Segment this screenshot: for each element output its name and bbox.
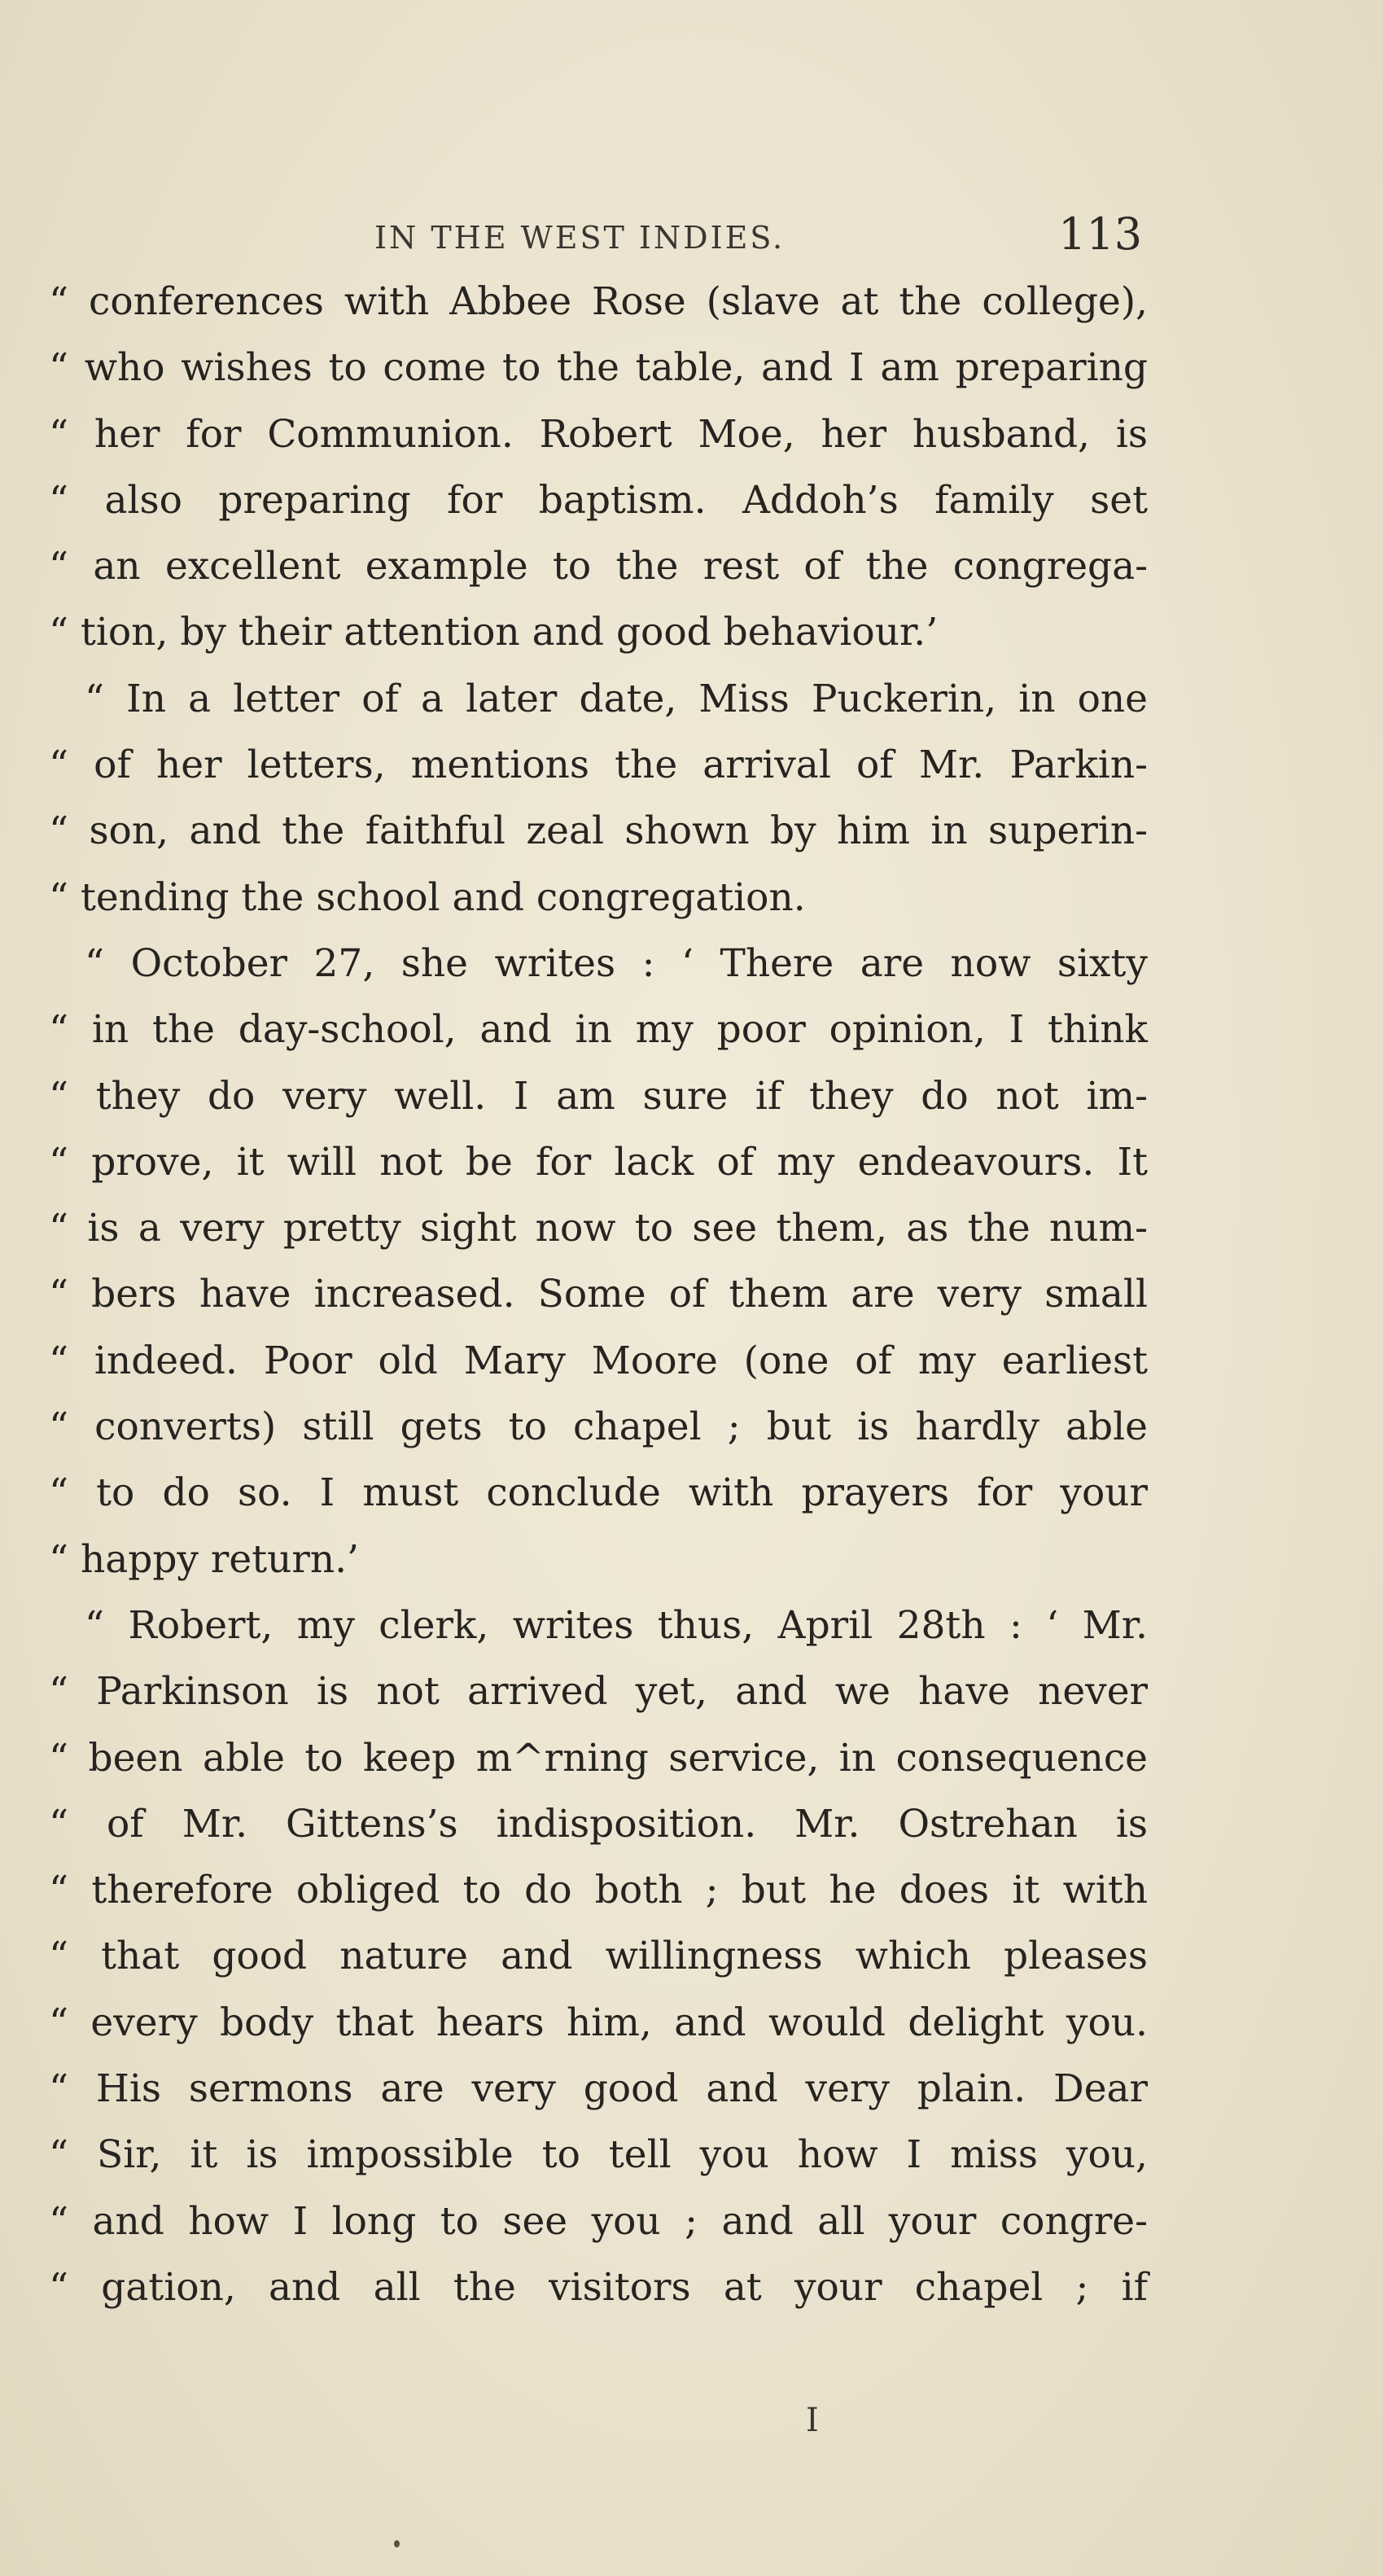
page-header: [0, 208, 1383, 265]
text-line: “ and how I long to see you ; and all your congre-: [49, 2198, 1148, 2244]
text-line: “ every body that hears him, and would delight you.: [49, 2000, 1148, 2045]
text-line: “ been able to keep m^rning service, in consequence: [49, 1735, 1148, 1781]
text-line: “ happy return.’: [49, 1536, 359, 1582]
text-line: “ therefore obliged to do both ; but he does it with: [49, 1868, 1148, 1913]
text-line: “ prove, it will not be for lack of my endeavours. It: [49, 1139, 1148, 1185]
text-line: “ In a letter of a later date, Miss Puckerin, in one: [85, 676, 1148, 721]
text-line: “ is a very pretty sight now to see them, as the num-: [49, 1206, 1148, 1251]
text-line: “ conferences with Abbee Rose (slave at the college),: [49, 279, 1148, 324]
text-line: “ of her letters, mentions the arrival of Mr. Parkin-: [49, 743, 1148, 788]
text-line: “ that good nature and willingness which pleases: [49, 1934, 1148, 1979]
text-line: “ who wishes to come to the table, and I am preparing: [49, 345, 1148, 391]
text-line: “ tending the school and congregation.: [49, 874, 806, 920]
text-line: “ indeed. Poor old Mary Moore (one of my earliest: [49, 1338, 1148, 1383]
running-head: IN THE WEST INDIES.: [374, 220, 786, 256]
text-line: “ an excellent example to the rest of the congrega-: [49, 544, 1148, 589]
text-line: “ to do so. I must conclude with prayers for your: [49, 1470, 1148, 1516]
text-line: “ His sermons are very good and very plain. Dear: [49, 2066, 1148, 2112]
text-line: “ her for Communion. Robert Moe, her husband, is: [49, 411, 1148, 457]
page-number: 113: [1058, 208, 1143, 260]
text-line: “ converts) still gets to chapel ; but is hardly able: [49, 1404, 1148, 1450]
text-line: “ bers have increased. Some of them are very small: [49, 1272, 1148, 1317]
text-line: “ Parkinson is not arrived yet, and we have never: [49, 1669, 1148, 1715]
text-line: “ also preparing for baptism. Addoh’s family set: [49, 477, 1148, 523]
signature-mark: I: [806, 2402, 819, 2439]
text-line: “ Sir, it is impossible to tell you how I miss you,: [49, 2132, 1148, 2178]
body-text: [49, 269, 1148, 2320]
text-line: “ gation, and all the visitors at your chapel ; if: [49, 2264, 1148, 2310]
text-line: “ they do very well. I am sure if they do not im-: [49, 1073, 1148, 1119]
paper-speck: [394, 2540, 400, 2548]
text-line: “ in the day-school, and in my poor opinion, I think: [49, 1007, 1148, 1053]
text-line: “ Robert, my clerk, writes thus, April 28th : ‘ Mr.: [85, 1602, 1148, 1648]
text-line: “ October 27, she writes : ‘ There are now sixty: [85, 940, 1148, 986]
text-line: “ tion, by their attention and good behaviour.’: [49, 610, 939, 655]
text-line: “ son, and the faithful zeal shown by him in superin-: [49, 808, 1148, 854]
text-line: “ of Mr. Gittens’s indisposition. Mr. Ostrehan is: [49, 1801, 1148, 1847]
